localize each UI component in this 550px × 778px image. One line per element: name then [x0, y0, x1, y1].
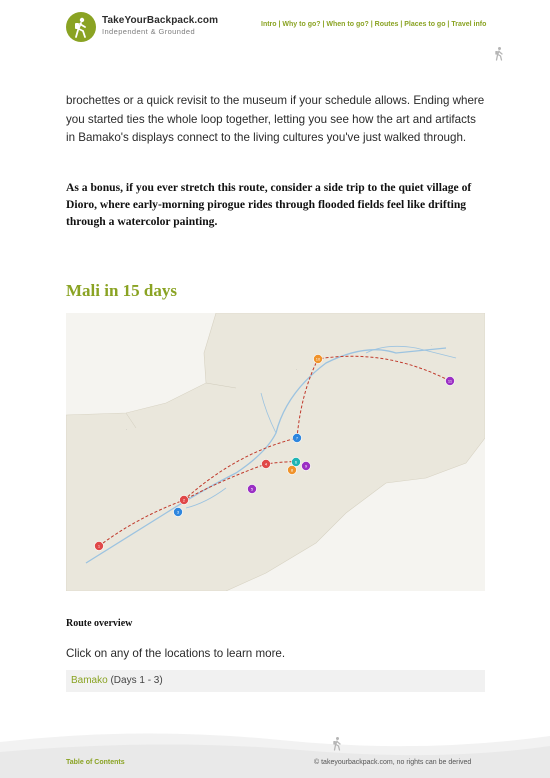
map-marker-label: 5: [250, 486, 254, 492]
map-marker[interactable]: [262, 460, 271, 469]
map-marker-label: 11: [447, 378, 453, 384]
nav-separator: |: [398, 21, 403, 28]
map-marker[interactable]: [248, 485, 257, 494]
location-name-link[interactable]: Bamako: [71, 675, 108, 686]
location-row[interactable]: [66, 670, 485, 692]
site-tagline: Independent & Grounded: [102, 27, 196, 36]
map-marker-label: 8: [290, 467, 294, 473]
map-marker-label: 9: [304, 463, 308, 469]
copyright-text: © takeyourbackpack.com, no rights can be derived: [314, 759, 472, 766]
map-place-label: ·: [296, 368, 298, 372]
map-place-label: ·: [431, 344, 433, 348]
map-marker-label: 2: [182, 497, 186, 503]
hiker-icon: [491, 46, 507, 62]
nav-separator: |: [445, 21, 450, 28]
map-marker-label: 1: [97, 543, 101, 549]
map-marker[interactable]: [180, 496, 189, 505]
top-navigation: [261, 21, 486, 28]
map-marker[interactable]: [446, 377, 455, 386]
map-marker[interactable]: [293, 434, 302, 443]
map-marker[interactable]: [292, 458, 301, 467]
nav-item-when-to-go[interactable]: When to go?: [326, 21, 369, 28]
map-marker-label: 7: [295, 435, 299, 441]
route-overview-heading: Route overview: [66, 618, 133, 629]
map-marker-label: 4: [264, 461, 268, 467]
nav-item-places-to-go[interactable]: Places to go: [404, 21, 446, 28]
site-name[interactable]: TakeYourBackpack.com: [102, 15, 219, 26]
logo-hiker-icon[interactable]: [66, 12, 96, 42]
section-title: Mali in 15 days: [66, 281, 177, 300]
table-of-contents-link[interactable]: Table of Contents: [66, 759, 125, 766]
map-marker[interactable]: [174, 508, 183, 517]
map-marker[interactable]: [302, 462, 311, 471]
route-map-canvas: [66, 313, 485, 591]
nav-item-why-to-go[interactable]: Why to go?: [282, 21, 321, 28]
map-place-label: ·: [126, 428, 128, 432]
nav-item-travel-info[interactable]: Travel info: [451, 21, 487, 28]
map-marker-label: 10: [315, 356, 321, 362]
footer-wave: [0, 722, 550, 778]
bonus-paragraph: As a bonus, if you ever stretch this route, consider a side trip to the quiet village of Dioro, where early-morning pirogue rides through flooded fields feel like drifting through a watercolor painting.: [66, 181, 472, 228]
nav-item-routes[interactable]: Routes: [374, 21, 399, 28]
page-header: [0, 0, 550, 62]
map-marker-label: 6: [294, 459, 298, 465]
hiker-icon: [330, 736, 344, 752]
map-marker[interactable]: [314, 355, 323, 364]
nav-separator: |: [368, 21, 373, 28]
map-marker[interactable]: [95, 542, 104, 551]
nav-separator: |: [276, 21, 281, 28]
location-days: (Days 1 - 3): [107, 675, 163, 686]
nav-separator: |: [320, 21, 325, 28]
body-paragraph: brochettes or a quick revisit to the museum if your schedule allows. Ending where you started ties the whole loop together, letting you see how the art and artifacts in Bamako's displays connect to the living cultures you've just walked through.: [66, 94, 485, 144]
route-map[interactable]: [66, 313, 485, 591]
click-instruction: Click on any of the locations to learn more.: [66, 647, 286, 660]
map-marker-label: 3: [176, 509, 180, 515]
map-marker[interactable]: [288, 466, 297, 475]
nav-item-intro[interactable]: Intro: [261, 21, 277, 28]
